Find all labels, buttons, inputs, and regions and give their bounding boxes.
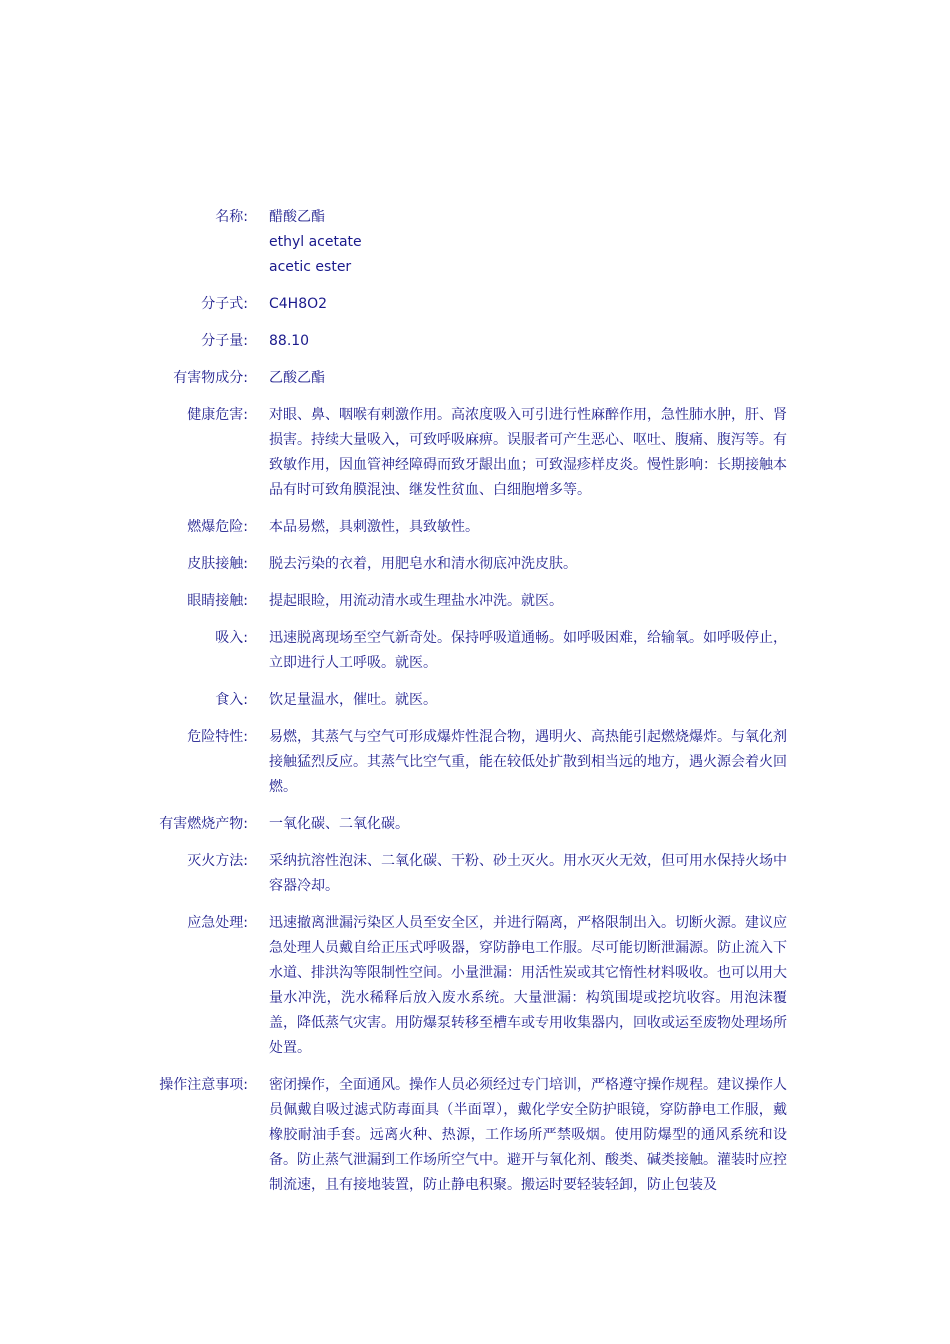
entry-label: 分子式: (201, 296, 248, 312)
entry-value: C4H8O2 (269, 296, 328, 312)
msds-sheet (0, 205, 950, 1210)
entry-inhalation (0, 626, 950, 676)
entry-label: 皮肤接触: (187, 556, 248, 572)
entry-label: 有害物成分: (173, 370, 248, 386)
entry-label: 眼睛接触: (187, 593, 248, 609)
entry-handling-precautions (0, 1073, 950, 1198)
entry-label: 灭火方法: (187, 853, 248, 869)
entry-value: 密闭操作，全面通风。操作人员必须经过专门培训，严格遵守操作规程。建议操作人员佩戴自吸过滤式防毒面具（半面罩），戴化学安全防护眼镜，穿防静电工作服，戴橡胶耐油手套。远离火种、热源，工作场所严禁吸烟。使用防爆型的通风系统和设备。防止蒸气泄漏到工作场所空气中。避开与氧化剂、酸类、碱类接触。灌装时应控制流速，且有接地装置，防止静电积聚。搬运时要轻装轻卸，防止包装及 (269, 1077, 787, 1193)
entry-label: 危险特性: (187, 729, 248, 745)
entry-value: 对眼、鼻、咽喉有刺激作用。高浓度吸入可引进行性麻醉作用，急性肺水肿，肝、肾损害。持续大量吸入，可致呼吸麻痹。误服者可产生恶心、呕吐、腹痛、腹泻等。有致敏作用，因血管神经障碍而致牙龈出血；可致湿疹样皮炎。慢性影响：长期接触本品有时可致角膜混浊、继发性贫血、白细胞增多等。 (269, 407, 787, 498)
entry-label: 吸入: (215, 630, 248, 646)
entry-label: 食入: (215, 692, 248, 708)
entry-ingestion (0, 688, 950, 713)
entry-label: 操作注意事项: (159, 1077, 248, 1093)
entry-value: 易燃，其蒸气与空气可形成爆炸性混合物，遇明火、高热能引起燃烧爆炸。与氧化剂接触猛烈反应。其蒸气比空气重，能在较低处扩散到相当远的地方，遇火源会着火回燃。 (269, 729, 787, 795)
entry-molecular-weight (0, 329, 950, 354)
entry-value: 一氧化碳、二氧化碳。 (269, 816, 409, 832)
entry-label: 分子量: (201, 333, 248, 349)
name-chinese: 醋酸乙酯 (269, 209, 325, 225)
entry-value: 迅速脱离现场至空气新奇处。保持呼吸道通畅。如呼吸困难，给输氧。如呼吸停止，立即进行人工呼吸。就医。 (269, 630, 787, 671)
name-english: ethyl acetate (269, 234, 362, 250)
entry-fire-fighting (0, 849, 950, 899)
entry-value: 脱去污染的衣着，用肥皂水和清水彻底冲洗皮肤。 (269, 556, 577, 572)
entry-hazard-properties (0, 725, 950, 800)
name-alias: acetic ester (269, 259, 352, 275)
entry-label: 名称: (215, 209, 248, 225)
entry-label: 燃爆危险: (187, 519, 248, 535)
entry-name (0, 205, 950, 280)
entry-value: 本品易燃，具刺激性，具致敏性。 (269, 519, 479, 535)
entry-combustion-products (0, 812, 950, 837)
entry-hazardous-components (0, 366, 950, 391)
entry-value: 采纳抗溶性泡沫、二氧化碳、干粉、砂土灭火。用水灭火无效，但可用水保持火场中容器冷却。 (269, 853, 787, 894)
entry-health-hazard (0, 403, 950, 503)
entry-label: 有害燃烧产物: (159, 816, 248, 832)
entry-skin-contact (0, 552, 950, 577)
entry-value: 饮足量温水，催吐。就医。 (269, 692, 437, 708)
entry-value: 提起眼睑，用流动清水或生理盐水冲洗。就医。 (269, 593, 563, 609)
entry-emergency-response (0, 911, 950, 1061)
entry-value: 88.10 (269, 333, 310, 349)
entry-label: 应急处理: (187, 915, 248, 931)
entry-value (269, 205, 787, 280)
entry-explosion-hazard (0, 515, 950, 540)
entry-value: 迅速撤离泄漏污染区人员至安全区，并进行隔离，严格限制出入。切断火源。建议应急处理人员戴自给正压式呼吸器，穿防静电工作服。尽可能切断泄漏源。防止流入下水道、排洪沟等限制性空间。小量泄漏：用活性炭或其它惰性材料吸收。也可以用大量水冲洗，洗水稀释后放入废水系统。大量泄漏：构筑围堤或挖坑收容。用泡沫覆盖，降低蒸气灾害。用防爆泵转移至槽车或专用收集器内，回收或运至废物处理场所处置。 (269, 915, 787, 1056)
entry-label: 健康危害: (187, 407, 248, 423)
entry-formula (0, 292, 950, 317)
entry-eye-contact (0, 589, 950, 614)
entry-value: 乙酸乙酯 (269, 370, 325, 386)
